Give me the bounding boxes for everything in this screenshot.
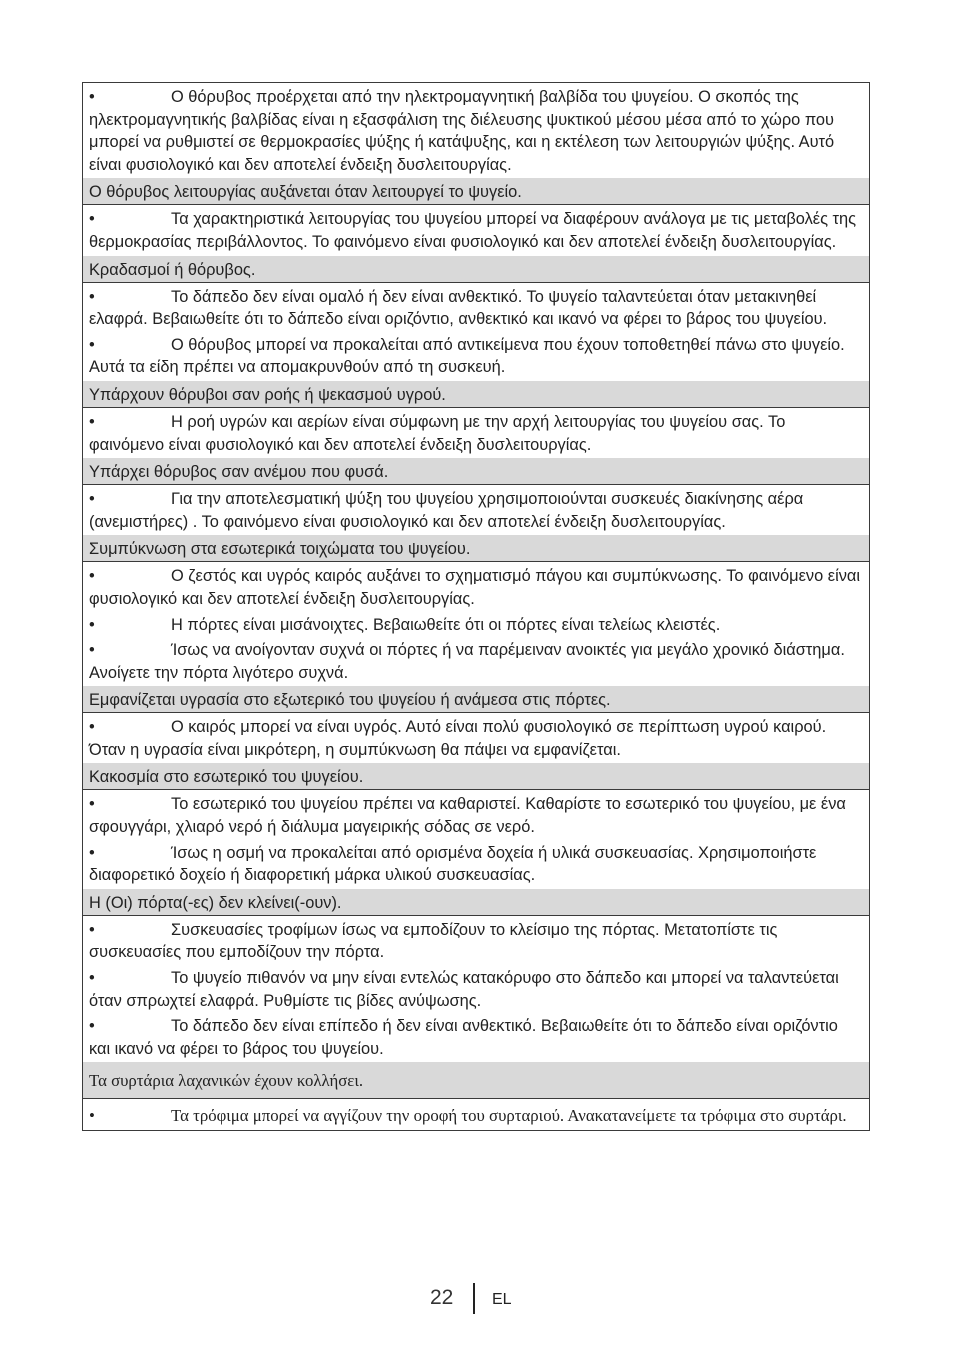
table-section (83, 381, 869, 458)
list-item-text: Το εσωτερικό του ψυγείου πρέπει να καθαριστεί. Καθαρίστε το εσωτερικό του ψυγείου, με ένα σφουγγάρι, χλιαρό νερό ή διάλυμα μαγειρικής σόδας σε νερό. (89, 795, 846, 837)
problem-heading: Συμπύκνωση στα εσωτερικά τοιχώματα του ψυγείου. (83, 535, 869, 562)
table-section (83, 686, 869, 763)
list-item-text: Τα τρόφιμα μπορεί να αγγίζουν την οροφή του συρταριού. Ανακατανείμετε τα τρόφιμα στο συρτάρι. (171, 1106, 847, 1126)
list-item-text: Ίσως η οσμή να προκαλείται από ορισμένα δοχεία ή υλικά συσκευασίας. Χρησιμοποιήστε διαφορετικό δοχείο ή διαφορετική μάρκα υλικού συσκευασίας. (89, 843, 817, 885)
list-item-text: Για την αποτελεσματική ψύξη του ψυγείου χρησιμοποιούνται συσκευές διακίνησης αέρα (ανεμιστήρες) . Το φαινόμενο είναι φυσιολογικό και δεν αποτελεί ένδειξη δυσλειτουργίας. (89, 490, 804, 531)
bullet-marker: • (89, 718, 95, 737)
problem-heading: Υπάρχουν θόρυβοι σαν ροής ή ψεκασμού υγρού. (83, 381, 869, 408)
list-item-text: Ο ζεστός και υγρός καιρός αυξάνει το σχηματισμό πάγου και συμπύκνωσης. Το φαινόμενο είναι φυσιολογικό και δεν αποτελεί ένδειξη δυσλειτουργίας. (89, 567, 861, 608)
list-item-text: Το δάπεδο δεν είναι επίπεδο ή δεν είναι ανθεκτικό. Βεβαιωθείτε ότι το δάπεδο είναι οριζόντιο και ικανό να φέρει το βάρος του ψυγείου. (89, 1017, 838, 1058)
list-item-text: Ίσως να ανοίγονταν συχνά οι πόρτες ή να παρέμειναν ανοικτές για μεγάλο χρονικό διάστημα. Ανοίγετε την πόρτα λιγότερο συχνά. (89, 641, 845, 682)
list-item (89, 919, 863, 964)
table-section (83, 178, 869, 255)
table-section (83, 1062, 869, 1130)
list-item-text: Το ψυγείο πιθανόν να μην είναι εντελώς κατακόρυφο στο δάπεδο και μπορεί να ταλαντεύεται όταν σπρωχτεί ελαφρά. Ρυθμίστε τις βίδες ανύψωσης. (89, 969, 839, 1010)
solution-block (83, 1099, 869, 1130)
table-section (83, 458, 869, 535)
list-item-text: Το δάπεδο δεν είναι ομαλό ή δεν είναι ανθεκτικό. Το ψυγείο ταλαντεύεται όταν μετακινηθεί ελαφρά. Βεβαιωθείτε ότι το δάπεδο είναι οριζόντιο, ανθεκτικό και ικανό να φέρει το βάρος του ψυγείου. (89, 287, 828, 329)
table-section (83, 83, 869, 178)
problem-heading: Τα συρτάρια λαχανικών έχουν κολλήσει. (83, 1062, 869, 1099)
solution-block (83, 562, 869, 686)
page-footer (0, 1283, 954, 1315)
list-item (89, 967, 863, 1012)
list-item (89, 716, 863, 761)
problem-heading: Ο θόρυβος λειτουργίας αυξάνεται όταν λειτουργεί το ψυγείο. (83, 178, 869, 205)
bullet-marker: • (89, 1017, 95, 1036)
problem-heading: Κραδασμοί ή θόρυβος. (83, 256, 869, 283)
problem-heading: Η (Οι) πόρτα(-ες) δεν κλείνει(-ουν). (83, 889, 869, 916)
table-section (83, 763, 869, 888)
solution-block (83, 283, 869, 381)
list-item (89, 208, 863, 253)
bullet-marker: • (89, 641, 95, 660)
page-number: 22 (430, 1286, 454, 1309)
solution-block (83, 713, 869, 763)
bullet-marker: • (89, 287, 95, 306)
bullet-marker: • (89, 412, 95, 431)
bullet-marker: • (89, 567, 95, 586)
solution-block (83, 83, 869, 178)
list-item (89, 488, 863, 533)
list-item (89, 565, 863, 610)
list-item-text: Η ροή υγρών και αερίων είναι σύμφωνη με την αρχή λειτουργίας του ψυγείου σας. Το φαινόμενο είναι φυσιολογικό και δεν αποτελεί ένδειξη δυσλειτουργίας. (89, 412, 786, 454)
table-section (83, 535, 869, 686)
list-item-text: Συσκευασίες τροφίμων ίσως να εμποδίζουν το κλείσιμο της πόρτας. Μετατοπίστε τις συσκευασίες που εμποδίζουν την πόρτα. (89, 920, 778, 962)
list-item (89, 1015, 863, 1060)
list-item-text: Ο θόρυβος προέρχεται από την ηλεκτρομαγνητική βαλβίδα του ψυγείου. Ο σκοπός της ηλεκτρομαγνητικής βαλβίδας είναι η εξασφάλιση της διέλευσης ψυκτικού μέσου μέσα από το χώρο που μπορεί να ρυθμιστεί σε θερμοκρασίες ψύξης ή κατάψυξης, και η εκτέλεση των λειτουργιών ψύξης. Αυτό είναι φυσιολογικό και δεν αποτελεί ένδειξη δυσλειτουργίας. (89, 88, 835, 174)
solution-block (83, 790, 869, 888)
bullet-marker: • (89, 969, 95, 988)
list-item-text: Ο καιρός μπορεί να είναι υγρός. Αυτό είναι πολύ φυσιολογικό σε περίπτωση υγρού καιρού. Όταν η υγρασία είναι μικρότερη, η συμπύκνωση θα πάψει να εμφανίζεται. (89, 718, 827, 759)
bullet-marker: • (89, 210, 95, 229)
problem-heading: Κακοσμία στο εσωτερικό του ψυγείου. (83, 763, 869, 790)
list-item (89, 793, 863, 838)
solution-block (83, 485, 869, 535)
list-item-text: Τα χαρακτηριστικά λειτουργίας του ψυγείου μπορεί να διαφέρουν ανάλογα με τις μεταβολές της θερμοκρασίας περιβάλλοντος. Το φαινόμενο είναι φυσιολογικό και δεν αποτελεί ένδειξη δυσλειτουργίας. (89, 210, 857, 251)
list-item (89, 411, 863, 456)
table-section (83, 256, 869, 381)
bullet-marker: • (89, 490, 95, 509)
list-item (89, 286, 863, 331)
list-item (89, 86, 863, 176)
problem-heading: Εμφανίζεται υγρασία στο εξωτερικό του ψυγείου ή ανάμεσα στις πόρτες. (83, 686, 869, 713)
bullet-marker: • (89, 615, 95, 634)
list-item-text: Ο θόρυβος μπορεί να προκαλείται από αντικείμενα που έχουν τοποθετηθεί πάνω στο ψυγείο. Αυτά τα είδη πρέπει να απομακρυνθούν από τη συσκευή. (89, 335, 845, 377)
troubleshooting-table (82, 82, 870, 1131)
problem-heading: Υπάρχει θόρυβος σαν ανέμου που φυσά. (83, 458, 869, 485)
language-code: EL (492, 1291, 512, 1308)
list-item (89, 614, 863, 637)
table-section (83, 889, 869, 1063)
bullet-marker: • (89, 88, 95, 106)
list-item-text: Η πόρτες είναι μισάνοιχτες. Βεβαιωθείτε ότι οι πόρτες είναι τελείως κλειστές. (171, 615, 721, 634)
bullet-marker: • (89, 795, 95, 814)
solution-block (83, 408, 869, 458)
list-item (89, 334, 863, 379)
list-item (89, 1105, 863, 1128)
bullet-marker: • (89, 1106, 95, 1126)
bullet-marker: • (89, 843, 95, 862)
solution-block (83, 205, 869, 255)
list-item (89, 639, 863, 684)
bullet-marker: • (89, 335, 95, 354)
list-item (89, 842, 863, 887)
solution-block (83, 916, 869, 1063)
bullet-marker: • (89, 920, 95, 939)
footer-separator (473, 1283, 475, 1314)
